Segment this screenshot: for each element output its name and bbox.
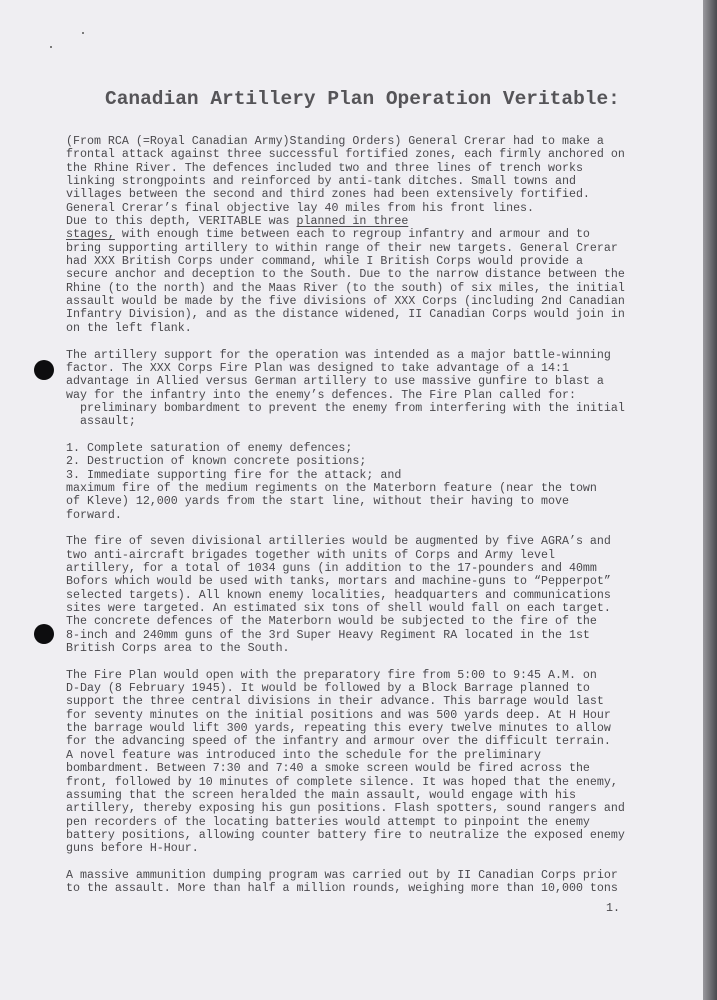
text-line: The fire of seven divisional artilleries would be augmented by five AGRA’s and bbox=[66, 535, 611, 549]
text-span: Due to this depth, VERITABLE was bbox=[66, 215, 297, 229]
text-line: the Rhine River. The defences included two and three lines of trench works bbox=[66, 161, 583, 175]
text-line: for the advancing speed of the infantry and armour over the difficult terrain. bbox=[66, 735, 611, 749]
text-line: battery positions, allowing counter battery fire to neutralize the exposed enemy bbox=[66, 828, 625, 842]
text-line: selected targets). All known enemy localities, headquarters and communications bbox=[66, 588, 611, 602]
text-line: General Crerar’s final objective lay 40 miles from his front lines. bbox=[66, 201, 535, 215]
text-line: The Fire Plan would open with the preparatory fire from 5:00 to 9:45 A.M. on bbox=[66, 668, 597, 682]
text-line: forward. bbox=[66, 508, 122, 522]
underlined-text: planned in three bbox=[296, 215, 409, 229]
punch-hole-top bbox=[34, 360, 54, 380]
text-line: The artillery support for the operation was intended as a major battle-winning bbox=[66, 348, 611, 362]
text-line: pen recorders of the locating batteries would attempt to pinpoint the enemy bbox=[66, 815, 590, 829]
text-line: guns before H-Hour. bbox=[66, 842, 199, 856]
punch-hole-bottom bbox=[34, 624, 54, 644]
text-line: bring supporting artillery to within range of their new targets. General Crerar bbox=[66, 241, 618, 255]
text-line: maximum fire of the medium regiments on the Materborn feature (near the town bbox=[66, 481, 597, 495]
text-line: Bofors which would be used with tanks, mortars and machine-guns to “Pepperpot” bbox=[66, 575, 611, 589]
text-line: linking strongpoints and reinforced by anti-tank ditches. Small towns and bbox=[66, 175, 576, 189]
text-line: A massive ammunition dumping program was carried out by II Canadian Corps prior bbox=[66, 868, 618, 882]
document-body bbox=[66, 135, 625, 896]
text-line: on the left flank. bbox=[66, 321, 192, 335]
text-line bbox=[66, 215, 625, 228]
text-line bbox=[66, 228, 625, 241]
page-number: 1. bbox=[606, 902, 620, 915]
text-line: villages between the second and third zones had been extensively fortified. bbox=[66, 188, 590, 202]
text-line: front, followed by 10 minutes of complete silence. It was hoped that the enemy, bbox=[66, 775, 618, 789]
underlined-text: stages, bbox=[66, 228, 115, 242]
text-line: A novel feature was introduced into the schedule for the preliminary bbox=[66, 748, 542, 762]
scan-speck bbox=[50, 46, 52, 48]
text-line: to the assault. More than half a million rounds, weighing more than 10,000 tons bbox=[66, 882, 618, 896]
text-line: factor. The XXX Corps Fire Plan was designed to take advantage of a 14:1 bbox=[66, 361, 569, 375]
text-line: sites were targeted. An estimated six tons of shell would fall on each target. bbox=[66, 602, 611, 616]
text-line: British Corps area to the South. bbox=[66, 642, 290, 656]
list-item: 2. Destruction of known concrete positions; bbox=[66, 455, 367, 469]
text-line: for seventy minutes on the initial positions and was 500 yards deep. At H Hour bbox=[66, 708, 611, 722]
text-line: artillery, thereby exposing his gun positions. Flash spotters, sound rangers and bbox=[66, 802, 625, 816]
text-line: preliminary bombardment to prevent the enemy from interfering with the initial bbox=[80, 401, 625, 415]
text-line: assault would be made by the five divisions of XXX Corps (including 2nd Canadian bbox=[66, 295, 625, 309]
scan-speck bbox=[82, 32, 84, 34]
list-item: 1. Complete saturation of enemy defences; bbox=[66, 441, 353, 455]
text-line: two anti-aircraft brigades together with units of Corps and Army level bbox=[66, 548, 555, 562]
text-line: advantage in Allied versus German artillery to use massive gunfire to blast a bbox=[66, 375, 604, 389]
text-line: frontal attack against three successful fortified zones, each firmly anchored on bbox=[66, 148, 625, 162]
text-line: support the three central divisions in their advance. This barrage would last bbox=[66, 695, 604, 709]
text-line: Infantry Division), and as the distance widened, II Canadian Corps would join in bbox=[66, 308, 625, 322]
text-line: bombardment. Between 7:30 and 7:40 a smoke screen would be fired across the bbox=[66, 762, 590, 776]
text-span: with enough time between each to regroup infantry and armour and to bbox=[114, 228, 590, 242]
scan-edge bbox=[703, 0, 717, 1000]
text-line: The concrete defences of the Materborn would be subjected to the fire of the bbox=[66, 615, 597, 629]
text-line: 8-inch and 240mm guns of the 3rd Super Heavy Regiment RA located in the 1st bbox=[66, 628, 590, 642]
text-line: assault; bbox=[80, 415, 136, 429]
text-line: way for the infantry into the enemy’s defences. The Fire Plan called for: bbox=[66, 388, 576, 402]
text-line: Rhine (to the north) and the Maas River (to the south) of six miles, the initial bbox=[66, 281, 625, 295]
text-line: the barrage would lift 300 yards, repeating this every twelve minutes to allow bbox=[66, 722, 611, 736]
text-line: assuming that the screen heralded the main assault, would engage with his bbox=[66, 788, 576, 802]
text-line: D-Day (8 February 1945). It would be followed by a Block Barrage planned to bbox=[66, 682, 590, 696]
text-line: secure anchor and deception to the South. Due to the narrow distance between the bbox=[66, 268, 625, 282]
document-title: Canadian Artillery Plan Operation Veritable: bbox=[105, 88, 620, 110]
list-item: 3. Immediate supporting fire for the attack; and bbox=[66, 468, 402, 482]
text-line: artillery, for a total of 1034 guns (in addition to the 17-pounders and 40mm bbox=[66, 562, 597, 575]
text-line: had XXX British Corps under command, while I British Corps would provide a bbox=[66, 255, 583, 269]
text-line: (From RCA (=Royal Canadian Army)Standing Orders) General Crerar had to make a bbox=[66, 135, 604, 148]
text-line: of Kleve) 12,000 yards from the start line, without their having to move bbox=[66, 495, 569, 509]
